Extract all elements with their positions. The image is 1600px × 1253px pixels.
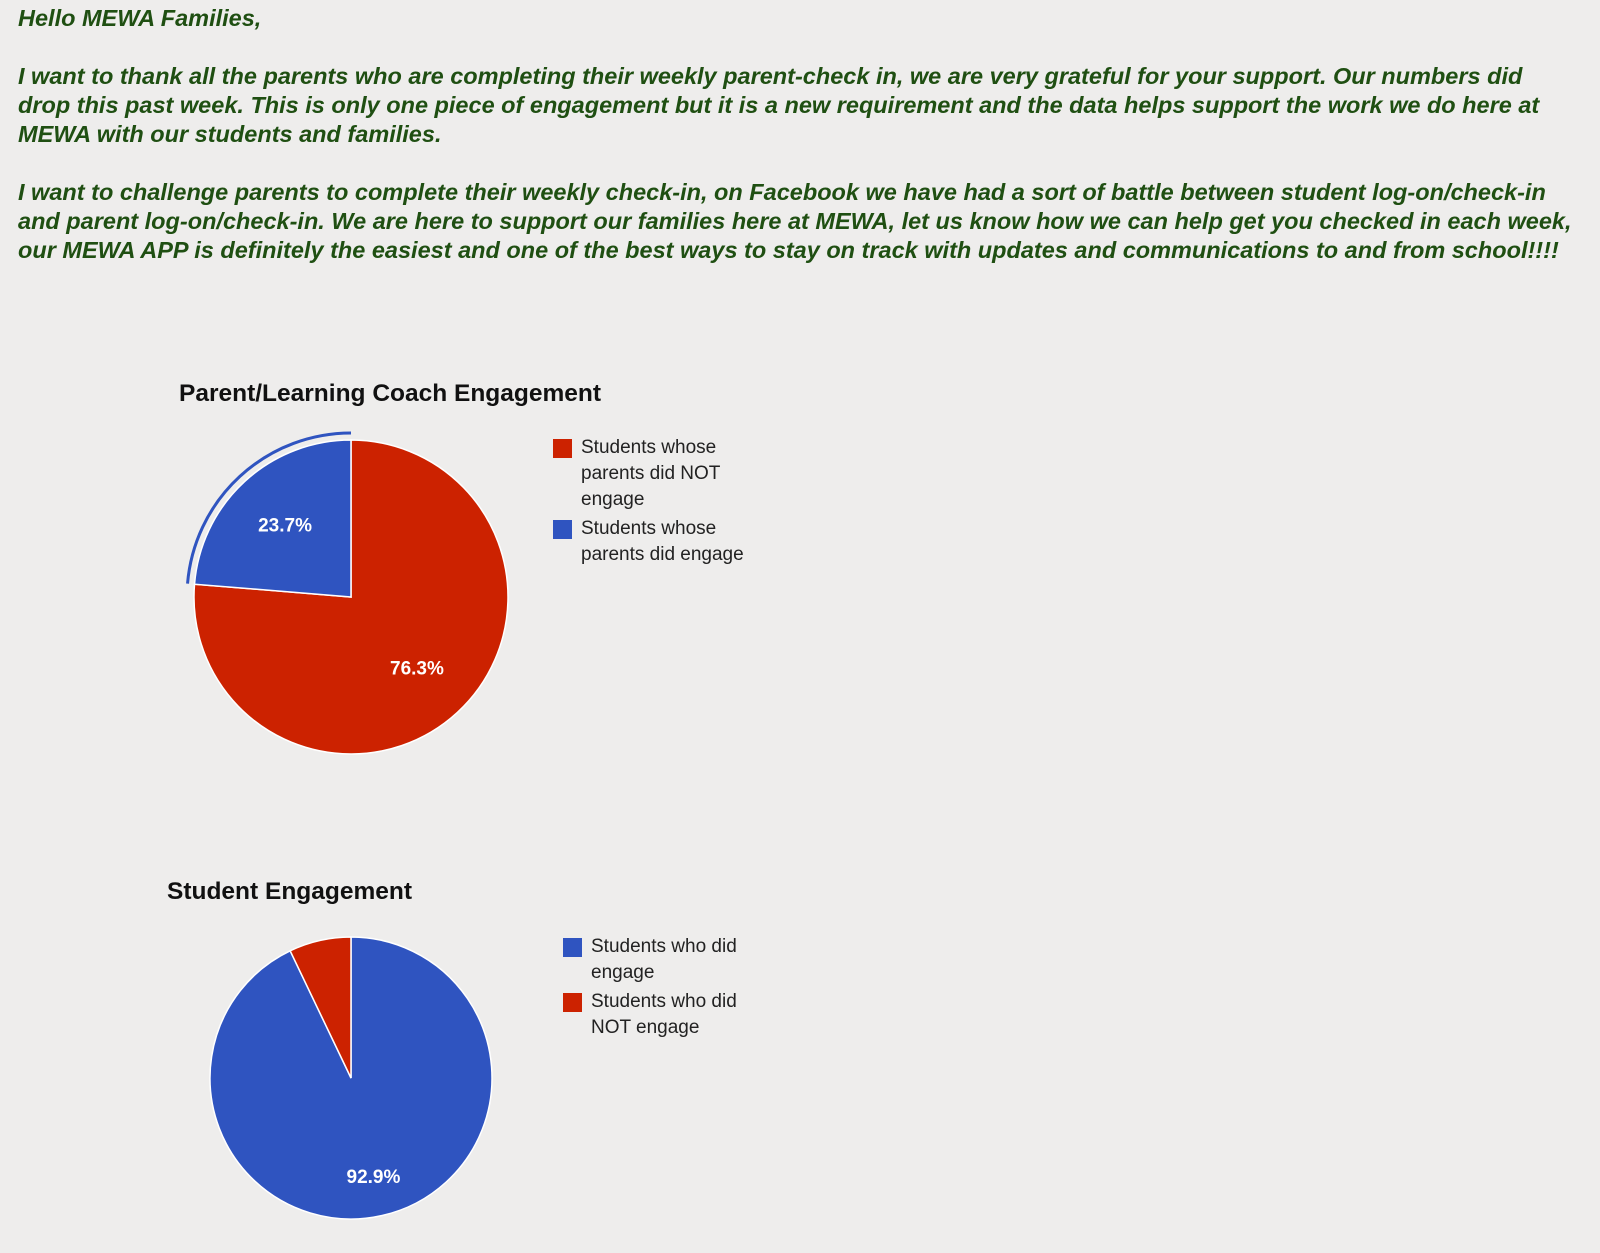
- chart-title: Student Engagement: [167, 878, 413, 905]
- paragraph-challenge: I want to challenge parents to complete their weekly check-in, on Facebook we have had a sort of battle between student log-on/check-in and parent log-on/check-in. We are here to support our families here at MEWA, let us know how we can help get you checked in each week, our MEWA APP is definitely the easiest and one of the best ways to stay on track with updates and communications to and from school!!!!: [18, 179, 1572, 263]
- legend-swatch: [563, 938, 582, 957]
- chart-legend: [553, 435, 751, 571]
- legend-label: Students who did engage: [591, 936, 737, 983]
- legend-label: Students whose parents did NOT engage: [581, 437, 721, 510]
- slice-data-label: 92.9%: [346, 1167, 401, 1189]
- slice-data-label: 76.3%: [390, 658, 444, 680]
- paragraph-thanks: I want to thank all the parents who are completing their weekly parent-check in, we are very grateful for your support. Our numbers did drop this past week. This is only one piece of engagement but it is a new requirement and the data helps support the work we do here at MEWA with our students and families.: [18, 63, 1540, 147]
- pie-chart: [151, 390, 551, 790]
- legend-item[interactable]: [553, 435, 751, 513]
- slice-data-label: 23.7%: [258, 515, 312, 537]
- letter-body: [18, 4, 1578, 294]
- chart-title: Parent/Learning Coach Engagement: [179, 380, 602, 407]
- legend-item[interactable]: [563, 989, 761, 1041]
- legend-swatch: [553, 439, 572, 458]
- legend-swatch: [553, 520, 572, 539]
- legend-swatch: [563, 993, 582, 1012]
- pie-chart: [151, 878, 551, 1253]
- legend-label: Students who did NOT engage: [591, 991, 737, 1038]
- legend-label: Students whose parents did engage: [581, 518, 744, 565]
- legend-item[interactable]: [553, 516, 751, 568]
- legend-item[interactable]: [563, 934, 761, 986]
- chart-legend: [563, 934, 761, 1044]
- greeting: Hello MEWA Families,: [18, 5, 262, 31]
